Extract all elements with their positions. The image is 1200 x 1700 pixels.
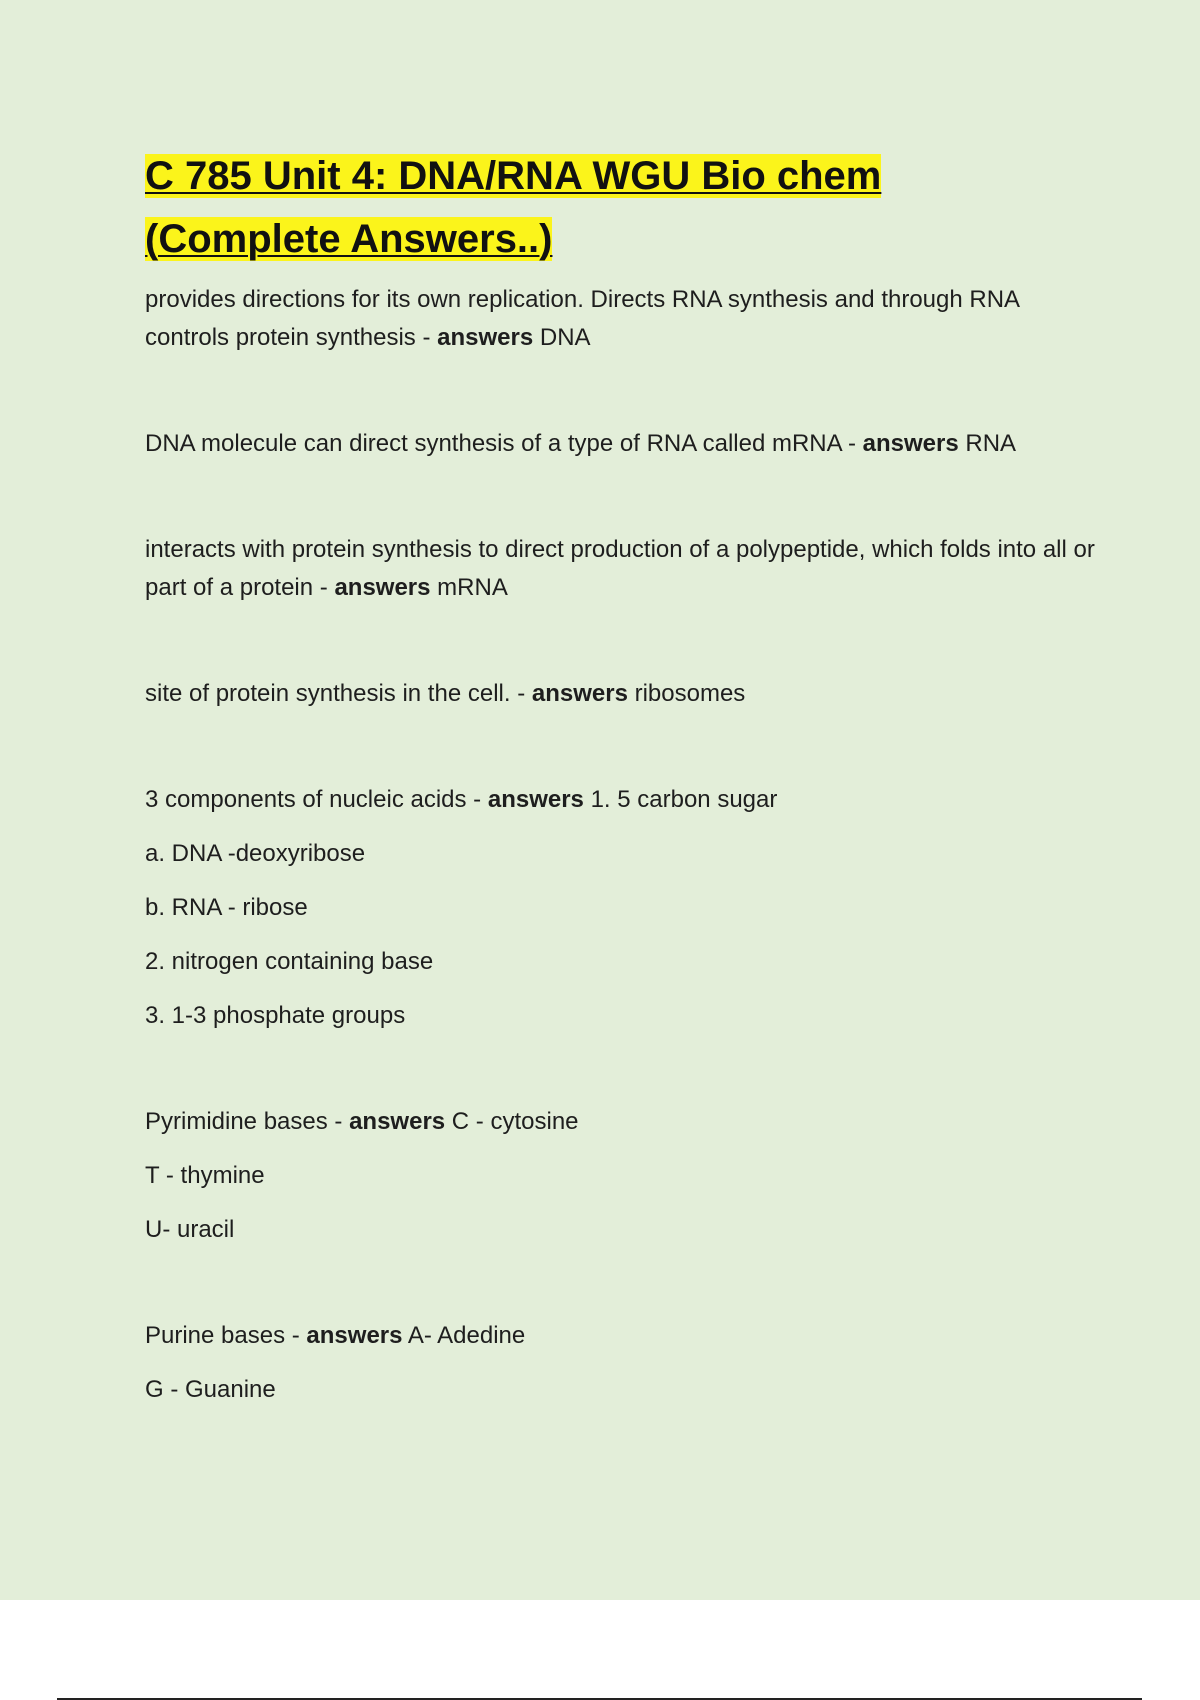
- answer-text: A- Adedine: [402, 1322, 526, 1349]
- qa-item: [145, 281, 1095, 357]
- document-title: [145, 145, 1095, 271]
- answer-line: b. RNA - ribose: [145, 894, 308, 921]
- answer-line: G - Guanine: [145, 1376, 276, 1403]
- answer-text: DNA: [533, 324, 591, 351]
- answer-text: mRNA: [430, 574, 508, 601]
- question-text: provides directions for its own replication. Directs RNA synthesis and through RNA controls protein synthesis -: [145, 286, 1019, 351]
- answers-keyword: answers: [334, 574, 431, 601]
- answer-line: T - thymine: [145, 1162, 265, 1189]
- answer-line: U- uracil: [145, 1216, 235, 1243]
- question-text: Purine bases -: [145, 1322, 307, 1349]
- answers-keyword: answers: [306, 1322, 403, 1349]
- qa-item: [145, 1103, 1095, 1249]
- title-line-1: C 785 Unit 4: DNA/RNA WGU Bio chem: [145, 154, 882, 198]
- question-text: interacts with protein synthesis to direct production of a polypeptide, which folds into all or part of a protein -: [145, 536, 1095, 601]
- answers-keyword: answers: [531, 680, 628, 707]
- answer-text: 1. 5 carbon sugar: [583, 786, 778, 813]
- answers-keyword: answers: [349, 1108, 446, 1135]
- question-text: 3 components of nucleic acids -: [145, 786, 488, 813]
- qa-item: [145, 531, 1095, 607]
- document-content: [145, 145, 1095, 1409]
- question-text: DNA molecule can direct synthesis of a type of RNA called mRNA -: [145, 430, 863, 457]
- question-text: Pyrimidine bases -: [145, 1108, 350, 1135]
- answers-keyword: answers: [487, 786, 584, 813]
- answers-keyword: answers: [437, 324, 534, 351]
- answer-text: RNA: [958, 430, 1017, 457]
- qa-item: [145, 781, 1095, 1035]
- answer-line: 3. 1-3 phosphate groups: [145, 1002, 406, 1029]
- qa-item: [145, 1317, 1095, 1409]
- answers-keyword: answers: [862, 430, 959, 457]
- answer-line: 2. nitrogen containing base: [145, 948, 434, 975]
- answer-text: C - cytosine: [445, 1108, 579, 1135]
- qa-item: [145, 425, 1095, 463]
- qa-item: [145, 675, 1095, 713]
- question-text: site of protein synthesis in the cell. -: [145, 680, 532, 707]
- title-line-2: (Complete Answers..): [145, 217, 553, 261]
- answer-line: a. DNA -deoxyribose: [145, 840, 366, 867]
- answer-text: ribosomes: [627, 680, 746, 707]
